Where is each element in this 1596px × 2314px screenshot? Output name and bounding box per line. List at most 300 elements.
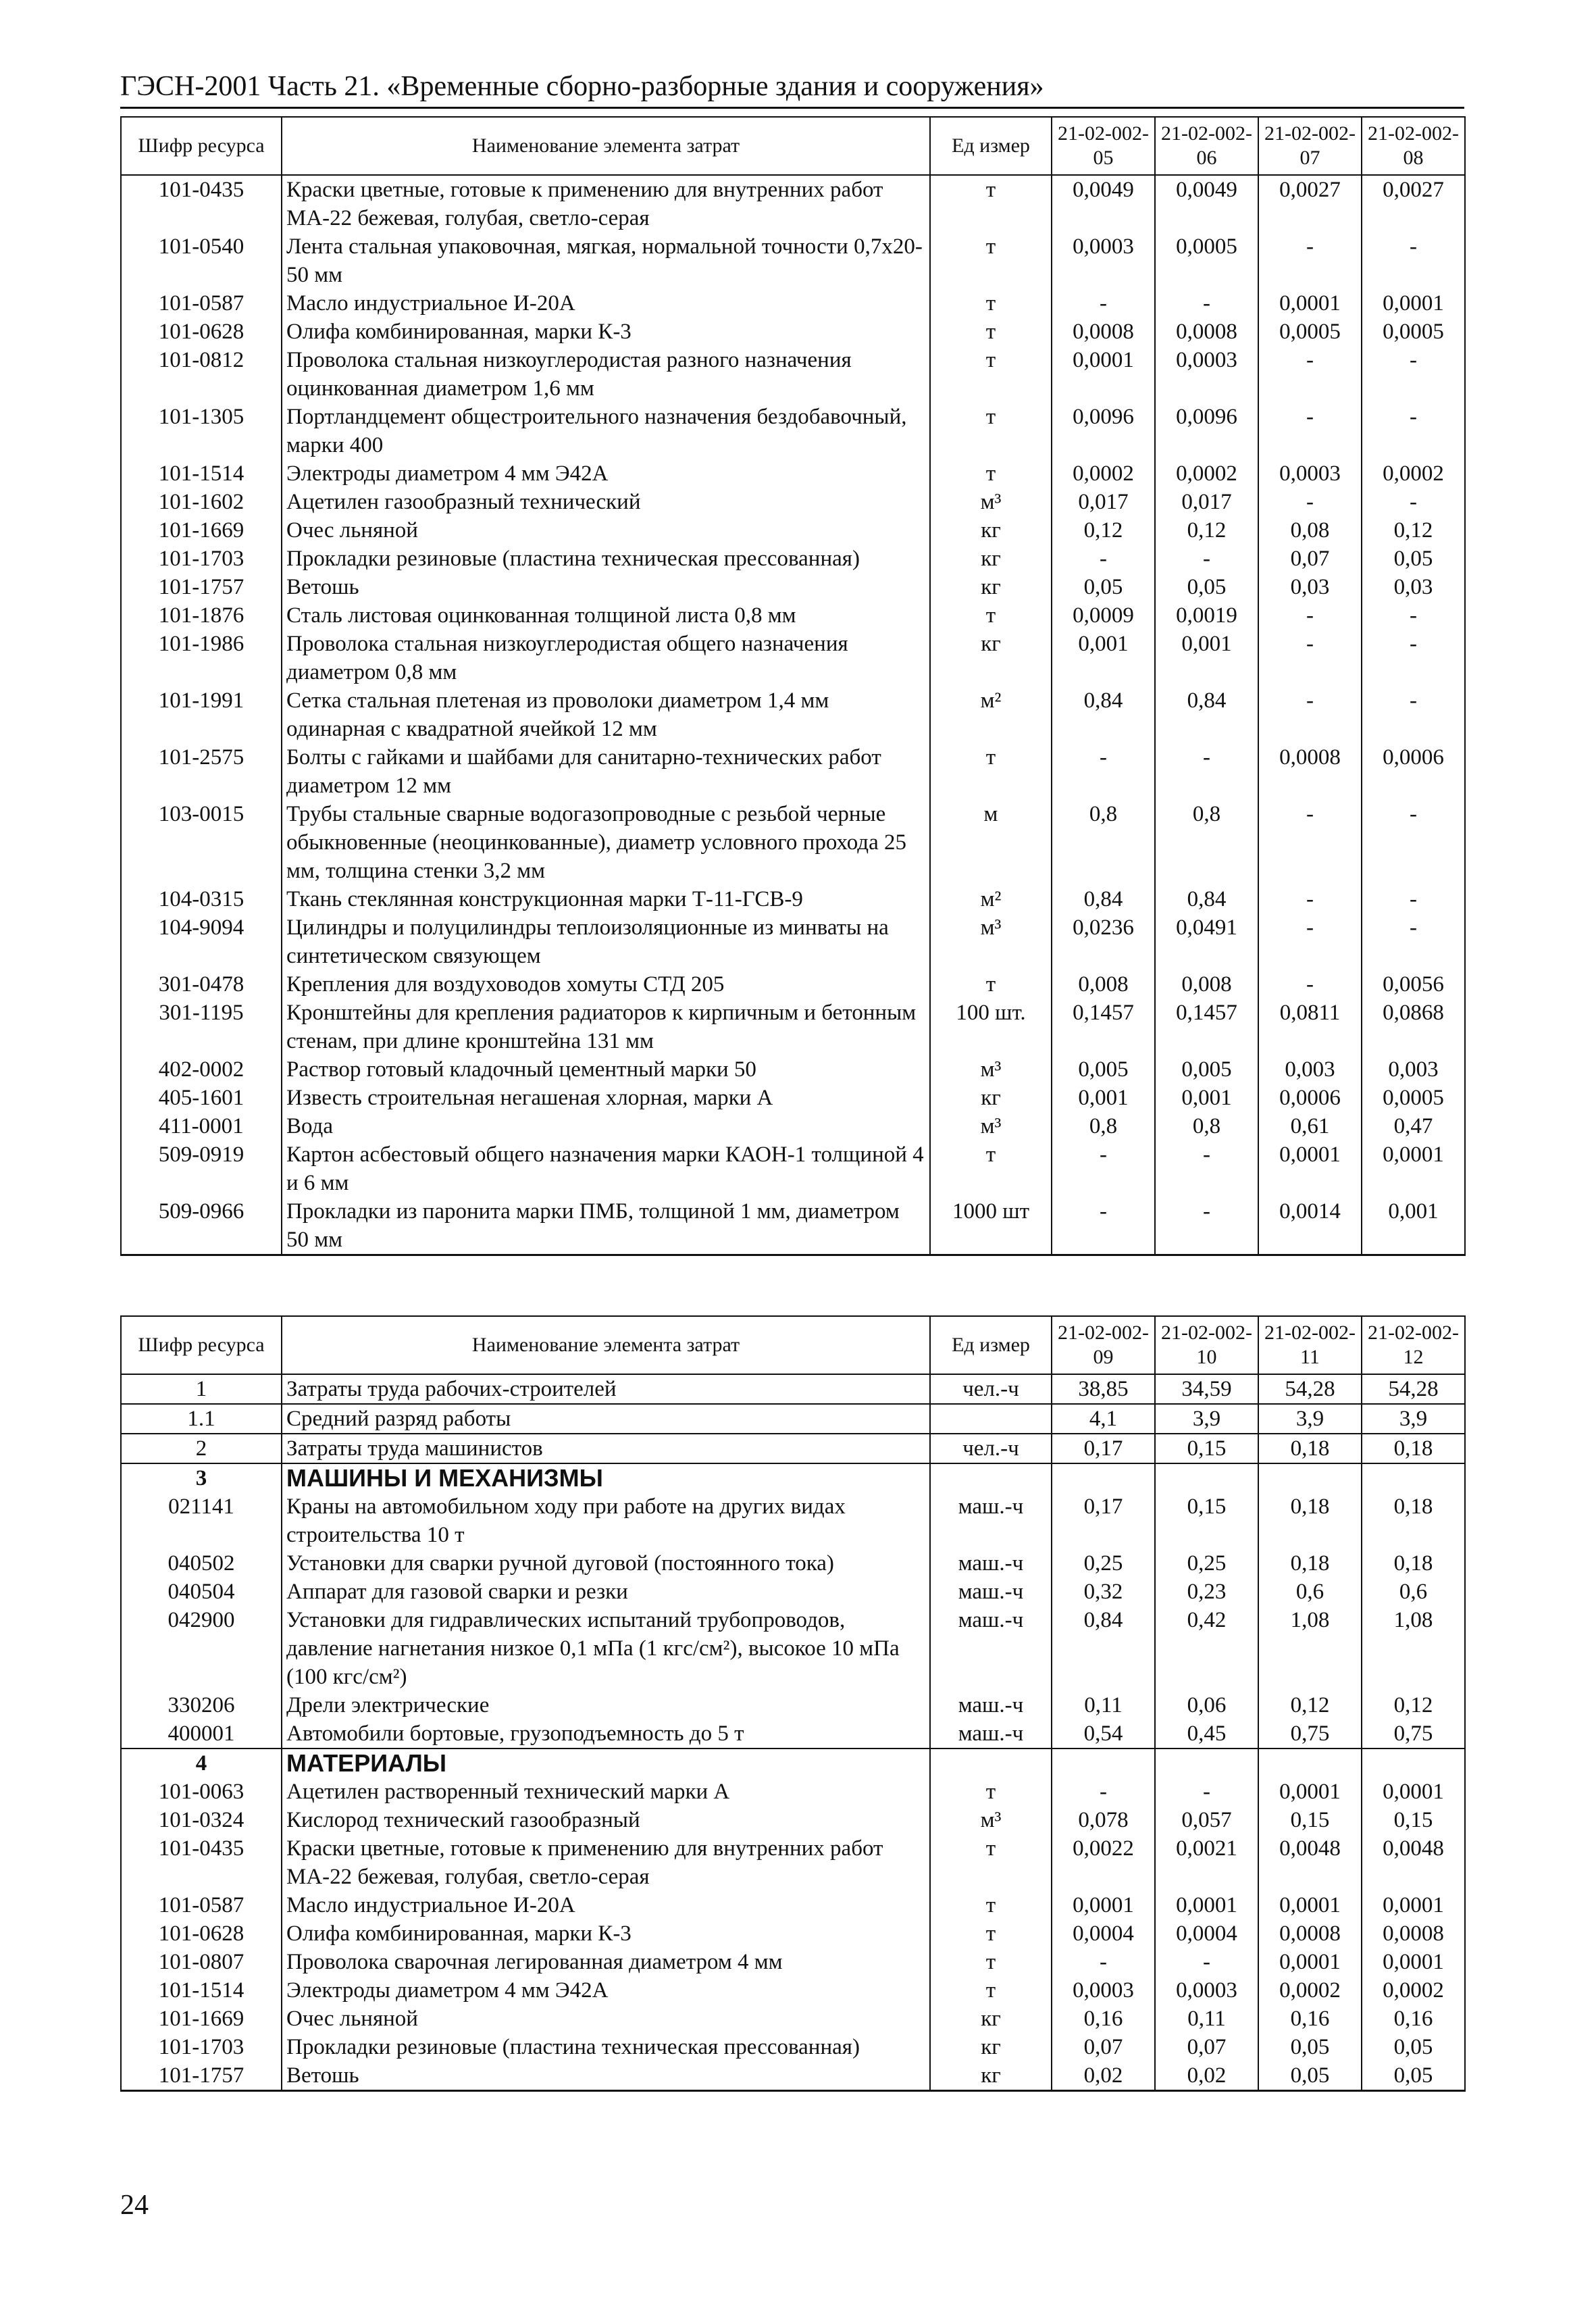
norm-value: -: [1155, 545, 1258, 573]
table-row: [121, 1084, 1465, 1112]
norm-value: 0,0049: [1052, 175, 1155, 232]
norm-value: -: [1258, 403, 1362, 459]
unit-cell: кг: [930, 2033, 1052, 2061]
norm-value: 0,078: [1052, 1806, 1155, 1834]
unit-cell: т: [930, 1891, 1052, 1919]
norm-value: 0,0001: [1362, 1140, 1465, 1197]
header-cost-element: Наименование элемента затрат: [282, 117, 930, 175]
norm-value: -: [1155, 1140, 1258, 1197]
norm-value: 0,75: [1258, 1719, 1362, 1749]
cost-element-name: Масло индустриальное И-20А: [282, 1891, 930, 1919]
norm-value: 0,8: [1155, 1112, 1258, 1140]
norm-value: 0,0236: [1052, 913, 1155, 970]
cost-element-name: МАШИНЫ И МЕХАНИЗМЫ: [282, 1463, 930, 1492]
norm-value: 0,057: [1155, 1806, 1258, 1834]
resource-code: 101-1514: [121, 1976, 282, 2005]
unit-cell: м²: [930, 885, 1052, 913]
table-row: [121, 743, 1465, 800]
resource-code: 104-0315: [121, 885, 282, 913]
norm-value: 0,0002: [1052, 459, 1155, 488]
norm-value: 4,1: [1052, 1404, 1155, 1434]
cost-element-name: Кислород технический газообразный: [282, 1806, 930, 1834]
resource-code: 301-0478: [121, 970, 282, 999]
resource-code: 411-0001: [121, 1112, 282, 1140]
header-col-d: 21-02-002-08: [1362, 117, 1465, 175]
norm-value: -: [1362, 630, 1465, 686]
cost-element-name: Крепления для воздуховодов хомуты СТД 205: [282, 970, 930, 999]
cost-element-name: Автомобили бортовые, грузоподъемность до 5 т: [282, 1719, 930, 1749]
table-row: [121, 346, 1465, 403]
norm-value: -: [1362, 601, 1465, 630]
norm-value: 0,1457: [1155, 999, 1258, 1055]
cost-element-name: Портландцемент общестроительного назначения бездобавочный, марки 400: [282, 403, 930, 459]
norm-value: 0,0021: [1155, 1834, 1258, 1891]
norm-value: -: [1155, 1778, 1258, 1806]
resource-code: 101-1757: [121, 2061, 282, 2091]
unit-cell: маш.-ч: [930, 1606, 1052, 1691]
table-row: [121, 1806, 1465, 1834]
norm-value: -: [1052, 1140, 1155, 1197]
norm-value: -: [1258, 800, 1362, 885]
norm-value: 0,0003: [1155, 346, 1258, 403]
norm-value: -: [1052, 1948, 1155, 1976]
cost-element-name: Ветошь: [282, 2061, 930, 2091]
resource-code: 101-1669: [121, 516, 282, 545]
unit-cell: кг: [930, 573, 1052, 601]
unit-cell: т: [930, 1778, 1052, 1806]
cost-element-name: Затраты труда машинистов: [282, 1434, 930, 1463]
norm-value: 34,59: [1155, 1374, 1258, 1404]
norm-value: 0,32: [1052, 1578, 1155, 1606]
norm-value: 0,0003: [1155, 1976, 1258, 2005]
table-row: [121, 573, 1465, 601]
unit-cell: т: [930, 318, 1052, 346]
cost-element-name: Электроды диаметром 4 мм Э42А: [282, 1976, 930, 2005]
norm-value: 0,06: [1155, 1691, 1258, 1719]
unit-cell: т: [930, 175, 1052, 232]
norm-value: 0,05: [1362, 545, 1465, 573]
norm-value: 0,0048: [1362, 1834, 1465, 1891]
norm-value: 0,0002: [1362, 1976, 1465, 2005]
table-row: [121, 1834, 1465, 1891]
unit-cell: 1000 шт: [930, 1197, 1052, 1255]
norm-value: 0,15: [1155, 1434, 1258, 1463]
norm-value: 0,0004: [1155, 1919, 1258, 1948]
norm-value: 0,0001: [1362, 1891, 1465, 1919]
norm-value: -: [1362, 488, 1465, 516]
norm-value: 0,008: [1155, 970, 1258, 999]
norm-value: 0,11: [1155, 2005, 1258, 2033]
table-row: [121, 686, 1465, 743]
unit-cell: т: [930, 1976, 1052, 2005]
unit-cell: т: [930, 403, 1052, 459]
norm-value: 0,16: [1258, 2005, 1362, 2033]
header-col-c: 21-02-002-11: [1258, 1316, 1362, 1374]
resource-code: 101-1703: [121, 2033, 282, 2061]
norm-value: 0,03: [1362, 573, 1465, 601]
norm-value: -: [1258, 488, 1362, 516]
table-row: [121, 1112, 1465, 1140]
norm-value: 0,0019: [1155, 601, 1258, 630]
cost-element-name: Сталь листовая оцинкованная толщиной листа 0,8 мм: [282, 601, 930, 630]
norm-value: 1,08: [1258, 1606, 1362, 1691]
unit-cell: т: [930, 459, 1052, 488]
norm-value: 0,0005: [1155, 232, 1258, 289]
norm-value: 0,16: [1052, 2005, 1155, 2033]
table-row: [121, 1055, 1465, 1084]
header-resource-code: Шифр ресурса: [121, 1316, 282, 1374]
norm-value: -: [1258, 346, 1362, 403]
norm-value: -: [1362, 686, 1465, 743]
resource-code: 101-0324: [121, 1806, 282, 1834]
table-row: [121, 1919, 1465, 1948]
cost-element-name: Установки для гидравлических испытаний трубопроводов, давление нагнетания низкое 0,1 мПа (1 кгс/см²), высокое 10 мПа (100 кгс/см²): [282, 1606, 930, 1691]
norm-value: 0,18: [1362, 1492, 1465, 1549]
norm-value: 0,12: [1362, 1691, 1465, 1719]
norm-value: 0,08: [1258, 516, 1362, 545]
cost-element-name: Аппарат для газовой сварки и резки: [282, 1578, 930, 1606]
norm-value: 0,0009: [1052, 601, 1155, 630]
norm-value: 0,12: [1052, 516, 1155, 545]
resource-code: 101-0587: [121, 1891, 282, 1919]
page-header: ГЭСН-2001 Часть 21. «Временные сборно-разборные здания и сооружения»: [120, 68, 1464, 109]
norm-value: -: [1052, 1778, 1155, 1806]
resource-code: 101-1757: [121, 573, 282, 601]
unit-cell: т: [930, 1919, 1052, 1948]
norm-value: 0,8: [1052, 1112, 1155, 1140]
cost-element-name: Электроды диаметром 4 мм Э42А: [282, 459, 930, 488]
norm-value: 0,0008: [1258, 1919, 1362, 1948]
norm-value: 0,6: [1362, 1578, 1465, 1606]
table-header-row: [121, 117, 1465, 175]
norm-value: 0,12: [1362, 516, 1465, 545]
cost-element-name: Прокладки из паронита марки ПМБ, толщиной 1 мм, диаметром 50 мм: [282, 1197, 930, 1255]
resource-code: 101-1514: [121, 459, 282, 488]
norm-value: 0,0001: [1362, 1948, 1465, 1976]
table-row: [121, 488, 1465, 516]
unit-cell: маш.-ч: [930, 1691, 1052, 1719]
norm-value: [1362, 1749, 1465, 1778]
norm-value: 0,02: [1155, 2061, 1258, 2091]
unit-cell: м³: [930, 913, 1052, 970]
norm-value: 0,0027: [1258, 175, 1362, 232]
norm-value: 0,003: [1258, 1055, 1362, 1084]
norm-value: 0,8: [1052, 800, 1155, 885]
table-row: [121, 1549, 1465, 1578]
resource-code: 103-0015: [121, 800, 282, 885]
norm-value: 0,0001: [1258, 1891, 1362, 1919]
norm-value: 0,0001: [1155, 1891, 1258, 1919]
norm-value: 0,18: [1362, 1434, 1465, 1463]
norm-value: -: [1362, 403, 1465, 459]
norm-value: 0,15: [1258, 1806, 1362, 1834]
norm-value: 0,61: [1258, 1112, 1362, 1140]
table-row: [121, 318, 1465, 346]
norm-value: 0,017: [1052, 488, 1155, 516]
norm-value: 0,001: [1155, 630, 1258, 686]
unit-cell: м²: [930, 686, 1052, 743]
norm-value: 0,0001: [1258, 1948, 1362, 1976]
norm-value: 0,0005: [1362, 1084, 1465, 1112]
norm-value: -: [1258, 970, 1362, 999]
norm-value: 0,84: [1052, 1606, 1155, 1691]
norm-value: 3,9: [1362, 1404, 1465, 1434]
norm-value: 0,0022: [1052, 1834, 1155, 1891]
unit-cell: чел.-ч: [930, 1434, 1052, 1463]
norm-value: 0,0003: [1052, 232, 1155, 289]
norm-value: -: [1362, 913, 1465, 970]
unit-cell: т: [930, 1140, 1052, 1197]
header-col-a: 21-02-002-09: [1052, 1316, 1155, 1374]
header-cost-element: Наименование элемента затрат: [282, 1316, 930, 1374]
unit-cell: т: [930, 1948, 1052, 1976]
norm-value: 0,42: [1155, 1606, 1258, 1691]
resource-code: 101-1602: [121, 488, 282, 516]
resource-code: 101-0435: [121, 1834, 282, 1891]
resource-code: 1.1: [121, 1404, 282, 1434]
cost-element-name: Ацетилен растворенный технический марки А: [282, 1778, 930, 1806]
norm-value: [1258, 1749, 1362, 1778]
norm-value: -: [1362, 885, 1465, 913]
table-header-row: [121, 1316, 1465, 1374]
cost-element-name: Цилиндры и полуцилиндры теплоизоляционные из минваты на синтетическом связующем: [282, 913, 930, 970]
norm-value: 0,0001: [1052, 1891, 1155, 1919]
cost-element-name: Проволока сварочная легированная диаметром 4 мм: [282, 1948, 930, 1976]
norm-value: 0,84: [1155, 885, 1258, 913]
table-row: [121, 289, 1465, 318]
norm-value: -: [1362, 800, 1465, 885]
norm-value: 0,0002: [1155, 459, 1258, 488]
resource-code: 301-1195: [121, 999, 282, 1055]
table-row: [121, 545, 1465, 573]
cost-element-name: Трубы стальные сварные водогазопроводные с резьбой черные обыкновенные (неоцинкованные), диаметр условного прохода 25 мм, толщина стенки 3,2 мм: [282, 800, 930, 885]
resource-code: 101-1986: [121, 630, 282, 686]
norm-value: 0,17: [1052, 1434, 1155, 1463]
header-unit: Ед измер: [930, 1316, 1052, 1374]
header-col-d: 21-02-002-12: [1362, 1316, 1465, 1374]
table-row: [121, 403, 1465, 459]
table-row: [121, 601, 1465, 630]
norm-value: 0,0868: [1362, 999, 1465, 1055]
norm-value: 0,008: [1052, 970, 1155, 999]
table-row: [121, 175, 1465, 232]
resource-code: 101-2575: [121, 743, 282, 800]
norm-value: 0,02: [1052, 2061, 1155, 2091]
norm-value: -: [1258, 885, 1362, 913]
cost-element-name: Краны на автомобильном ходу при работе на других видах строительства 10 т: [282, 1492, 930, 1549]
cost-element-name: Масло индустриальное И-20А: [282, 289, 930, 318]
header-resource-code: Шифр ресурса: [121, 117, 282, 175]
unit-cell: [930, 1749, 1052, 1778]
norm-value: 0,0027: [1362, 175, 1465, 232]
header-unit: Ед измер: [930, 117, 1052, 175]
unit-cell: маш.-ч: [930, 1578, 1052, 1606]
norm-value: 0,0008: [1362, 1919, 1465, 1948]
unit-cell: кг: [930, 516, 1052, 545]
resource-code: 101-0435: [121, 175, 282, 232]
table-row: [121, 1492, 1465, 1549]
norm-value: [1155, 1749, 1258, 1778]
norm-value: -: [1258, 913, 1362, 970]
header-col-a: 21-02-002-05: [1052, 117, 1155, 175]
norm-value: 0,25: [1052, 1549, 1155, 1578]
norm-value: 0,16: [1362, 2005, 1465, 2033]
resource-code: 101-1876: [121, 601, 282, 630]
norm-value: -: [1155, 743, 1258, 800]
norm-value: -: [1362, 232, 1465, 289]
resource-code: 101-1669: [121, 2005, 282, 2033]
norm-value: [1052, 1463, 1155, 1492]
norm-value: 0,0001: [1258, 1140, 1362, 1197]
cost-element-name: Олифа комбинированная, марки К-3: [282, 318, 930, 346]
norm-value: 0,001: [1362, 1197, 1465, 1255]
table-row: [121, 800, 1465, 885]
norm-value: 0,0001: [1258, 289, 1362, 318]
table-row: [121, 1891, 1465, 1919]
norm-value: 0,0014: [1258, 1197, 1362, 1255]
resource-code: 101-1991: [121, 686, 282, 743]
cost-element-name: Прокладки резиновые (пластина техническая прессованная): [282, 2033, 930, 2061]
table-row: [121, 1140, 1465, 1197]
norm-value: 0,84: [1052, 686, 1155, 743]
resource-code: 402-0002: [121, 1055, 282, 1084]
table-row: [121, 232, 1465, 289]
unit-cell: кг: [930, 2005, 1052, 2033]
norm-value: 1,08: [1362, 1606, 1465, 1691]
unit-cell: кг: [930, 630, 1052, 686]
norm-value: 0,47: [1362, 1112, 1465, 1140]
norm-value: 0,0008: [1258, 743, 1362, 800]
norm-value: 0,0048: [1258, 1834, 1362, 1891]
norm-value: -: [1052, 289, 1155, 318]
norm-value: 0,15: [1155, 1492, 1258, 1549]
unit-cell: м: [930, 800, 1052, 885]
unit-cell: кг: [930, 2061, 1052, 2091]
norm-value: -: [1052, 1197, 1155, 1255]
norm-value: 0,07: [1258, 545, 1362, 573]
norm-value: [1052, 1749, 1155, 1778]
cost-element-name: Прокладки резиновые (пластина техническая прессованная): [282, 545, 930, 573]
table-row: [121, 516, 1465, 545]
norm-value: 0,05: [1362, 2061, 1465, 2091]
norm-value: -: [1258, 630, 1362, 686]
norm-value: 0,0006: [1362, 743, 1465, 800]
resource-code: 042900: [121, 1606, 282, 1691]
table-row: [121, 1719, 1465, 1749]
unit-cell: маш.-ч: [930, 1719, 1052, 1749]
resource-code: 021141: [121, 1492, 282, 1549]
unit-cell: м³: [930, 1112, 1052, 1140]
table-row: [121, 1434, 1465, 1463]
norm-value: 0,0002: [1362, 459, 1465, 488]
table-row: [121, 999, 1465, 1055]
resource-code: 040504: [121, 1578, 282, 1606]
norm-value: -: [1362, 346, 1465, 403]
cost-element-name: МАТЕРИАЛЫ: [282, 1749, 930, 1778]
resource-code: 2: [121, 1434, 282, 1463]
norm-value: 0,005: [1155, 1055, 1258, 1084]
norm-value: -: [1155, 1948, 1258, 1976]
norm-value: 0,15: [1362, 1806, 1465, 1834]
cost-element-name: Картон асбестовый общего назначения марки КАОН-1 толщиной 4 и 6 мм: [282, 1140, 930, 1197]
norm-value: 0,001: [1052, 1084, 1155, 1112]
section-row: [121, 1749, 1465, 1778]
norm-value: -: [1155, 289, 1258, 318]
norm-value: [1362, 1463, 1465, 1492]
norm-value: 0,03: [1258, 573, 1362, 601]
norm-value: -: [1258, 686, 1362, 743]
cost-element-name: Вода: [282, 1112, 930, 1140]
norm-value: 0,0008: [1052, 318, 1155, 346]
resource-code: 101-1305: [121, 403, 282, 459]
norm-value: 0,0811: [1258, 999, 1362, 1055]
unit-cell: т: [930, 346, 1052, 403]
norm-value: 0,001: [1155, 1084, 1258, 1112]
unit-cell: кг: [930, 545, 1052, 573]
cost-element-name: Лента стальная упаковочная, мягкая, нормальной точности 0,7х20-50 мм: [282, 232, 930, 289]
norm-value: 0,0049: [1155, 175, 1258, 232]
table-row: [121, 1197, 1465, 1255]
resource-code: 104-9094: [121, 913, 282, 970]
cost-element-name: Установки для сварки ручной дуговой (постоянного тока): [282, 1549, 930, 1578]
cost-element-name: Кронштейны для крепления радиаторов к кирпичным и бетонным стенам, при длине кронштейна 131 мм: [282, 999, 930, 1055]
table-row: [121, 459, 1465, 488]
table-row: [121, 2033, 1465, 2061]
norm-value: 0,0001: [1362, 1778, 1465, 1806]
table-row: [121, 2061, 1465, 2091]
norm-value: 0,0005: [1258, 318, 1362, 346]
resource-code: 101-0628: [121, 1919, 282, 1948]
cost-element-name: Раствор готовый кладочный цементный марки 50: [282, 1055, 930, 1084]
resource-code: 330206: [121, 1691, 282, 1719]
norm-value: 0,005: [1052, 1055, 1155, 1084]
norm-value: 3,9: [1155, 1404, 1258, 1434]
resource-code: 509-0919: [121, 1140, 282, 1197]
cost-element-name: Краски цветные, готовые к применению для внутренних работ МА-22 бежевая, голубая, светло-серая: [282, 175, 930, 232]
table-row: [121, 630, 1465, 686]
unit-cell: м³: [930, 488, 1052, 516]
page-number: 24: [120, 2190, 149, 2221]
table-row: [121, 1778, 1465, 1806]
cost-element-name: Проволока стальная низкоуглеродистая разного назначения оцинкованная диаметром 1,6 мм: [282, 346, 930, 403]
norm-value: [1258, 1463, 1362, 1492]
resource-code: 400001: [121, 1719, 282, 1749]
norm-value: 0,0056: [1362, 970, 1465, 999]
cost-element-name: Ткань стеклянная конструкционная марки Т-11-ГСВ-9: [282, 885, 930, 913]
norm-value: 0,0001: [1362, 289, 1465, 318]
cost-element-name: Проволока стальная низкоуглеродистая общего назначения диаметром 0,8 мм: [282, 630, 930, 686]
cost-element-name: Средний разряд работы: [282, 1404, 930, 1434]
norm-value: 0,05: [1258, 2033, 1362, 2061]
unit-cell: 100 шт.: [930, 999, 1052, 1055]
norm-value: 54,28: [1362, 1374, 1465, 1404]
table-row: [121, 2005, 1465, 2033]
norm-value: 0,05: [1362, 2033, 1465, 2061]
unit-cell: [930, 1404, 1052, 1434]
resource-code: 101-0063: [121, 1778, 282, 1806]
cost-element-name: Ацетилен газообразный технический: [282, 488, 930, 516]
norm-value: 0,017: [1155, 488, 1258, 516]
table-row: [121, 913, 1465, 970]
norm-value: 0,05: [1155, 573, 1258, 601]
norm-value: 38,85: [1052, 1374, 1155, 1404]
norm-value: 0,0006: [1258, 1084, 1362, 1112]
norm-value: -: [1155, 1197, 1258, 1255]
norm-value: [1155, 1463, 1258, 1492]
table-row: [121, 1404, 1465, 1434]
norm-value: 0,0001: [1258, 1778, 1362, 1806]
unit-cell: маш.-ч: [930, 1492, 1052, 1549]
